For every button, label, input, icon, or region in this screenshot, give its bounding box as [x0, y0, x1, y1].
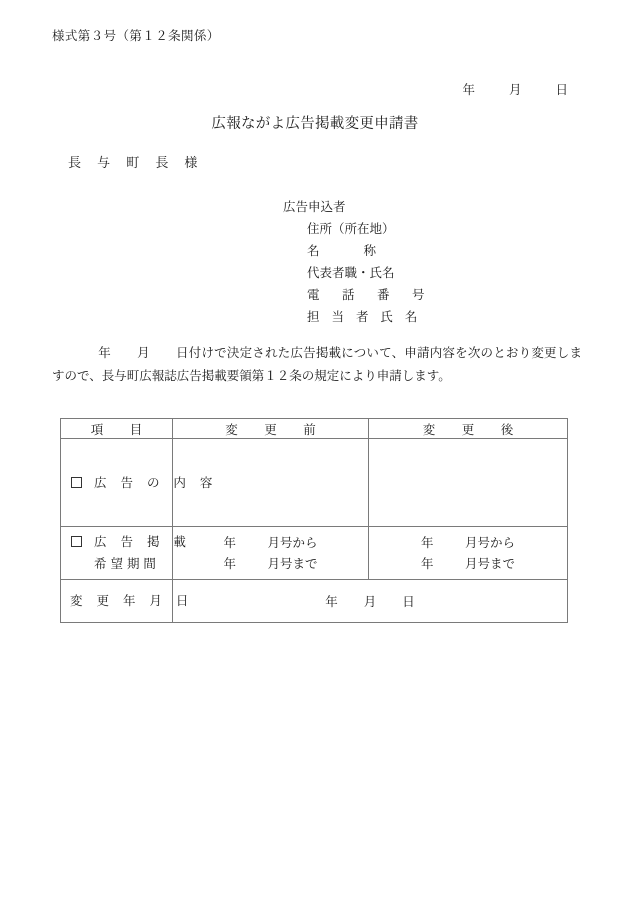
header-after-label: 変 更 後: [422, 421, 521, 437]
period-before-line2: [173, 553, 368, 574]
row-change-date-item: [61, 580, 194, 623]
table-date-row: [61, 580, 568, 623]
change-date-label: 変 更 年 月 日: [70, 593, 194, 608]
row-ad-content-after[interactable]: [369, 439, 568, 527]
table-row: [61, 439, 568, 527]
header-date-month: 月: [509, 82, 522, 97]
header-date-year: 年: [462, 82, 476, 97]
change-date-day: 日: [402, 594, 415, 609]
applicant-phone-label: 電 話 番 号: [307, 287, 430, 302]
period-after-line1: [369, 532, 567, 553]
body-date-month: 月: [136, 345, 150, 360]
change-date-year: 年: [325, 594, 338, 609]
header-after: [369, 419, 568, 439]
header-item: [61, 419, 173, 439]
period-after-rest1: 月号から: [464, 535, 515, 550]
addressee-line: [68, 152, 197, 171]
body-line1: 日付けで決定された広告掲載について、申請内容を次のとおり変更しま: [175, 345, 582, 360]
ad-content-label: [61, 472, 218, 494]
applicant-contact-label: 担 当 者 氏 名: [307, 309, 422, 324]
period-before-line1: [173, 532, 368, 553]
table-header-row: [61, 419, 568, 439]
period-after-rest2: 月号まで: [464, 556, 515, 571]
ad-content-text: 広 告 の 内 容: [94, 474, 218, 490]
addressee-name: 長 与 町 長: [68, 156, 175, 171]
body-date-year: 年: [98, 345, 111, 360]
period-before-rest2: 月号まで: [267, 556, 318, 571]
ad-period-text-line1: 広 告 掲 載: [94, 534, 191, 549]
body-paragraph: [52, 341, 582, 387]
period-before-year2: 年: [223, 556, 236, 571]
applicant-name-label-left: 名: [307, 243, 320, 258]
row-ad-period-after[interactable]: [369, 527, 568, 580]
period-before-year1: 年: [223, 535, 236, 550]
header-date-day: 日: [555, 82, 568, 97]
ad-period-label-line1: [61, 531, 191, 553]
header-item-label: 項 目: [90, 421, 150, 437]
period-before-rest1: 月号から: [267, 535, 318, 550]
period-after-year2: 年: [420, 556, 434, 571]
row-change-date-value[interactable]: [173, 580, 568, 623]
body-line2: すので、長与町広報誌広告掲載要領第１２条の規定により申請します。: [52, 368, 451, 383]
form-number: 様式第３号（第１２条関係）: [52, 28, 220, 43]
applicant-address-label: 住所（所在地）: [307, 221, 395, 236]
checkbox-ad-content[interactable]: [71, 477, 82, 488]
applicant-block: [283, 196, 430, 328]
applicant-representative-label: 代表者職・氏名: [307, 265, 395, 280]
applicant-name-label-right: 称: [363, 243, 377, 258]
row-ad-period-before[interactable]: [173, 527, 369, 580]
row-ad-period-item: [61, 527, 191, 580]
addressee-honorific: 様: [184, 156, 198, 171]
change-date-month: 月: [363, 594, 377, 609]
checkbox-ad-period[interactable]: [71, 536, 82, 547]
ad-period-text-line2: 希 望 期 間: [94, 556, 156, 571]
change-request-table: [60, 418, 568, 623]
applicant-heading: 広告申込者: [283, 199, 346, 214]
document-title: 広報ながよ広告掲載変更申請書: [211, 116, 419, 132]
row-ad-content-item: [61, 439, 218, 527]
period-after-year1: 年: [420, 535, 434, 550]
table-row: [61, 527, 568, 580]
header-before-label: 変 更 前: [225, 421, 323, 437]
applicant-name-label: [283, 240, 430, 262]
period-after-line2: [369, 553, 567, 574]
header-date-line: [463, 80, 568, 98]
header-before: [173, 419, 369, 439]
